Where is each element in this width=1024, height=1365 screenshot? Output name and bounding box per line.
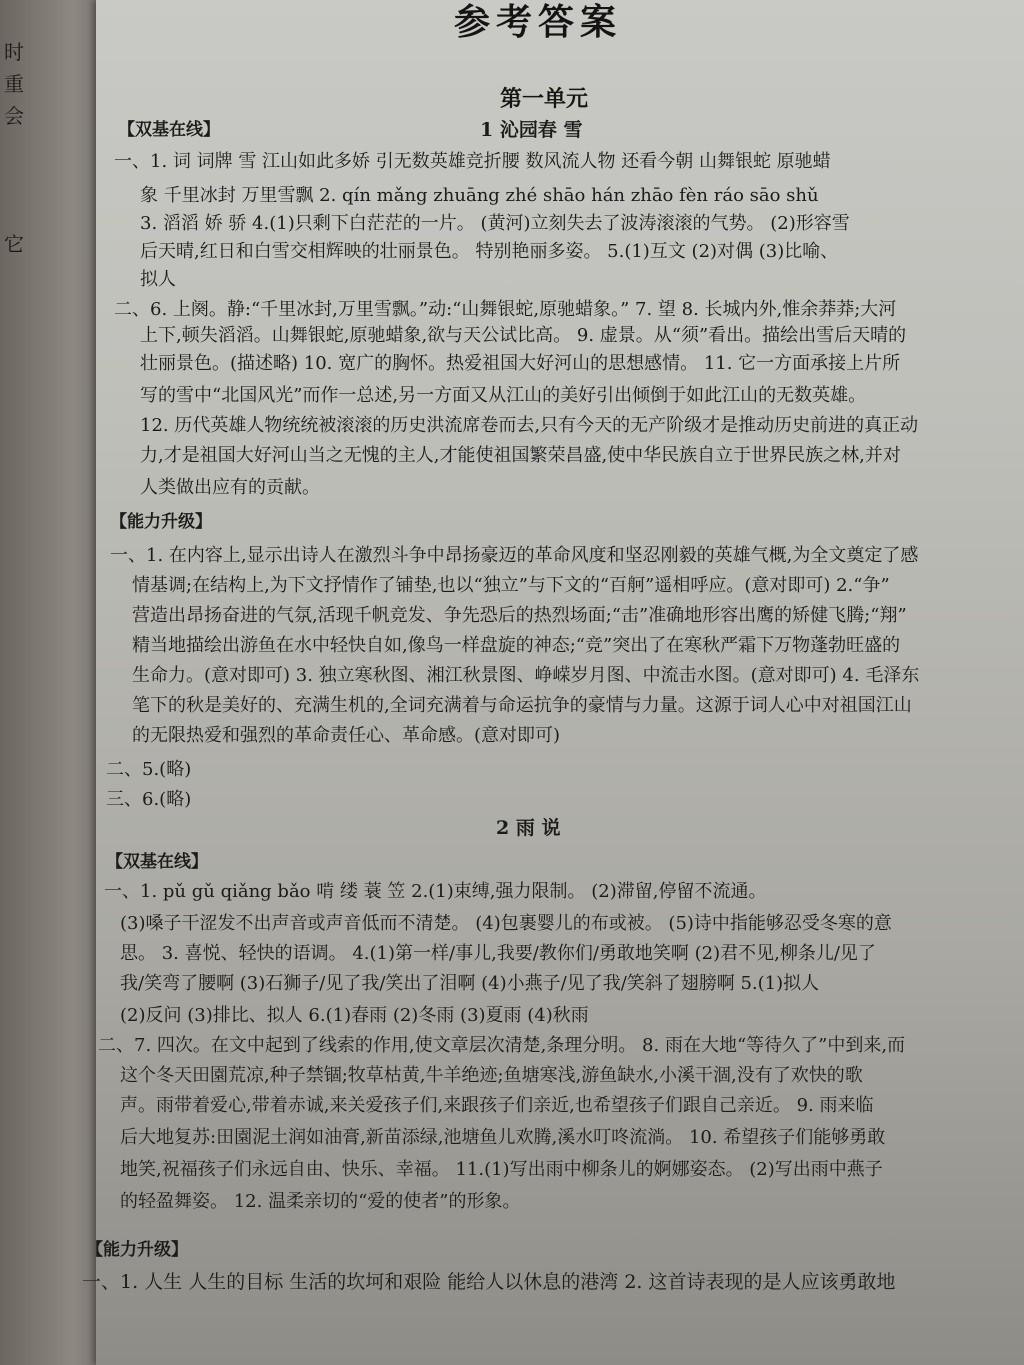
answer-line: 二、6. 上阕。静:“千里冰封,万里雪飘。”动:“山舞银蛇,原驰蜡象。” 7. 望 8. 长城内外,惟余莽莽;大河 xyxy=(114,299,897,320)
side-char: 重 xyxy=(4,72,24,96)
section-header-nengli: 【能力升级】 xyxy=(110,512,212,532)
side-char: 会 xyxy=(4,104,24,128)
side-char: 它 xyxy=(4,232,24,256)
answer-line: 力,才是祖国大好河山当之无愧的主人,才能使祖国繁荣昌盛,使中华民族自立于世界民族之林,并对 xyxy=(140,445,901,466)
answer-line: 一、1. 词 词牌 雪 江山如此多娇 引无数英雄竞折腰 数风流人物 还看今朝 山舞银蛇 原驰蜡 xyxy=(114,151,831,172)
answer-line: 象 千里冰封 万里雪飘 2. qín mǎng zhuāng zhé shāo hán zhāo fèn ráo sāo shǔ xyxy=(140,185,819,206)
answer-line: 三、6.(略) xyxy=(106,789,192,810)
answer-line: 后天晴,红日和白雪交相辉映的壮丽景色。 特别艳丽多姿。 5.(1)互文 (2)对偶 (3)比喻、 xyxy=(140,241,839,262)
answer-line: 一、1. pǔ gǔ qiǎng bǎo 啃 缕 蓑 笠 2.(1)束缚,强力限制。 (2)滞留,停留不流通。 xyxy=(104,881,767,902)
lesson-2-title: 2 雨 说 xyxy=(496,817,561,839)
answer-line: 写的雪中“北国风光”而作一总述,另一方面又从江山的美好引出倾倒于如此江山的无数英雄。 xyxy=(140,385,867,406)
section-header-nengli: 【能力升级】 xyxy=(86,1240,188,1260)
answer-line: 12. 历代英雄人物统统被滚滚的历史洪流席卷而去,只有今天的无产阶级才是推动历史前进的真正动 xyxy=(140,415,919,436)
lesson-1-title: 1 沁园春 雪 xyxy=(480,119,583,141)
answer-line: 声。雨带着爱心,带着赤诚,来关爱孩子们,来跟孩子们亲近,也希望孩子们跟自己亲近。 9. 雨来临 xyxy=(120,1095,874,1116)
side-char: 时 xyxy=(4,40,24,64)
answer-line: 上下,顿失滔滔。山舞银蛇,原驰蜡象,欲与天公试比高。 9. 虚景。从“须”看出。描绘出雪后天晴的 xyxy=(140,325,907,346)
answer-line: 笔下的秋是美好的、充满生机的,全词充满着与命运抗争的豪情与力量。这源于词人心中对祖国江山 xyxy=(132,695,912,716)
answer-line: 思。 3. 喜悦、轻快的语调。 4.(1)第一样/事儿,我要/教你们/勇敢地笑啊 (2)君不见,柳条儿/见了 xyxy=(120,943,876,964)
answer-line: 的轻盈舞姿。 12. 温柔亲切的“爱的使者”的形象。 xyxy=(120,1191,521,1212)
answer-line: 这个冬天田園荒凉,种子禁锢;牧草枯黄,牛羊绝迹;鱼塘寒浅,游鱼缺水,小溪干涸,没有了欢快的歌 xyxy=(120,1065,863,1086)
answer-line: 精当地描绘出游鱼在水中轻快自如,像鸟一样盘旋的神态;“竞”突出了在寒秋严霜下万物蓬勃旺盛的 xyxy=(132,635,901,656)
answer-line: (2)反问 (3)排比、拟人 6.(1)春雨 (2)冬雨 (3)夏雨 (4)秋雨 xyxy=(120,1005,589,1026)
answer-line: 壮丽景色。(描述略) 10. 宽广的胸怀。热爱祖国大好河山的思想感情。 11. 它一方面承接上片所 xyxy=(140,353,901,374)
adjacent-page-edge xyxy=(0,0,104,1365)
section-header-shuangji: 【双基在线】 xyxy=(106,852,208,872)
unit-title: 第一单元 xyxy=(500,86,589,112)
answer-line: 营造出昂扬奋进的气氛,活现千帆竞发、争先恐后的热烈场面;“击”准确地形容出鹰的矫健飞腾;“翔” xyxy=(132,605,907,626)
answer-line: 一、1. 人生 人生的目标 生活的坎坷和艰险 能给人以休息的港湾 2. 这首诗表现的是人应该勇敢地 xyxy=(82,1271,896,1293)
answer-line: 情基调;在结构上,为下文抒情作了铺垫,也以“独立”与下文的“百舸”遥相呼应。(意对即可) 2.“争” xyxy=(132,575,890,596)
answer-page xyxy=(82,0,1024,1365)
answer-line: 的无限热爱和强烈的革命责任心、革命感。(意对即可) xyxy=(132,725,561,746)
answer-line: 二、7. 四次。在文中起到了线索的作用,使文章层次清楚,条理分明。 8. 雨在大地“等待久了”中到来,而 xyxy=(98,1035,906,1056)
answer-line: 一、1. 在内容上,显示出诗人在激烈斗争中昂扬豪迈的革命风度和坚忍刚毅的英雄气概,为全文奠定了感 xyxy=(110,545,919,566)
answer-line: 后大地复苏:田園泥土润如油膏,新苗添绿,池塘鱼儿欢腾,溪水叮咚流淌。 10. 希望孩子们能够勇敢 xyxy=(120,1127,886,1148)
answer-line: 二、5.(略) xyxy=(106,759,192,780)
answer-line: 生命力。(意对即可) 3. 独立寒秋图、湘江秋景图、峥嵘岁月图、中流击水图。(意对即可) 4. 毛泽东 xyxy=(132,665,920,686)
page-title: 参考答案 xyxy=(454,1,623,43)
answer-line: 地笑,祝福孩子们永远自由、快乐、幸福。 11.(1)写出雨中柳条儿的婀娜姿态。 (2)写出雨中燕子 xyxy=(120,1159,883,1180)
answer-line: 人类做出应有的贡献。 xyxy=(140,477,320,498)
answer-line: 拟人 xyxy=(140,269,176,290)
answer-line: 3. 滔滔 娇 骄 4.(1)只剩下白茫茫的一片。 (黄河)立刻失去了波涛滚滚的气势。 (2)形容雪 xyxy=(140,213,850,234)
answer-line: (3)嗓子干涩发不出声音或声音低而不清楚。 (4)包裹婴儿的布或被。 (5)诗中指能够忍受冬寒的意 xyxy=(120,913,892,934)
section-header-shuangji: 【双基在线】 xyxy=(118,120,220,140)
answer-line: 我/笑弯了腰啊 (3)石狮子/见了我/笑出了泪啊 (4)小燕子/见了我/笑斜了翅膀啊 5.(1)拟人 xyxy=(120,973,820,994)
